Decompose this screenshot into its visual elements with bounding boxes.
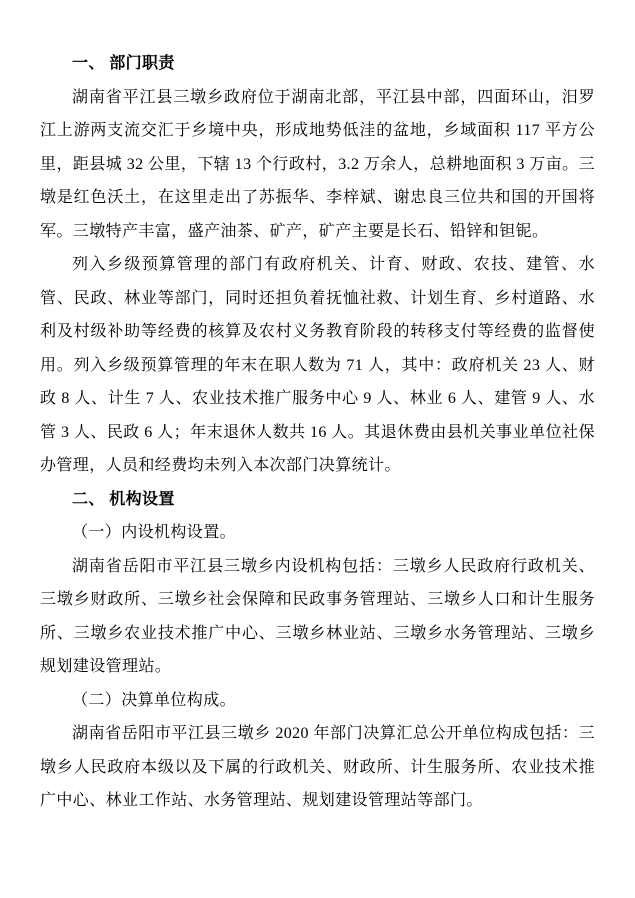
section2-paragraph-2: 湖南省岳阳市平江县三墩乡 2020 年部门决算汇总公开单位构成包括：三墩乡人民政府本级以及下属的行政机关、财政所、计生服务所、农业技术推广中心、林业工作站、水务管理站、规划建设管理站等部门。: [40, 725, 595, 809]
section2-paragraph-1: 湖南省岳阳市平江县三墩乡内设机构包括：三墩乡人民政府行政机关、三墩乡财政所、三墩乡社会保障和民政事务管理站、三墩乡人口和计生服务所、三墩乡农业技术推广中心、三墩乡林业站、三墩乡水务管理站、三墩乡规划建设管理站。: [40, 557, 595, 675]
section1-paragraph-1: 湖南省平江县三墩乡政府位于湖南北部，平江县中部，四面环山，汨罗江上游两支流交汇于乡境中央，形成地势低洼的盆地，乡域面积 117 平方公里，距县城 32 公里，下辖 13 个行政村，3.2 万余人，总耕地面积 3 万亩。三墩是红色沃土，在这里走出了苏振华、李梓斌、谢忠良三位共和国的开国将军。三墩特产丰富，盛产油茶、矿产，矿产主要是长石、铅锌和钽铌。: [40, 88, 595, 240]
section1-heading: 一、 部门职责: [72, 55, 175, 72]
section2-subheading-2: （二）决算单位构成。: [72, 691, 237, 709]
section2-heading: 二、 机构设置: [72, 490, 175, 508]
section2-subheading-1: （一）内设机构设置。: [72, 524, 237, 541]
section1-paragraph-2: 列入乡级预算管理的部门有政府机关、计育、财政、农技、建管、水管、民政、林业等部门，同时还担负着抚恤社救、计划生育、乡村道路、水利及村级补助等经费的核算及农村义务教育阶段的转移支付等经费的监督使用。列入乡级预算管理的年末在职人数为 71 人，其中：政府机关 23 人、财政 8 人、计生 7 人、农业技术推广服务中心 9 人、林业 6 人、建管 9 人、水管 3 人、民政 6 人；年末退休人数共 16 人。其退休费由县机关事业单位社保办管理，人员和经费均未列入本次部门决算统计。: [40, 256, 595, 474]
